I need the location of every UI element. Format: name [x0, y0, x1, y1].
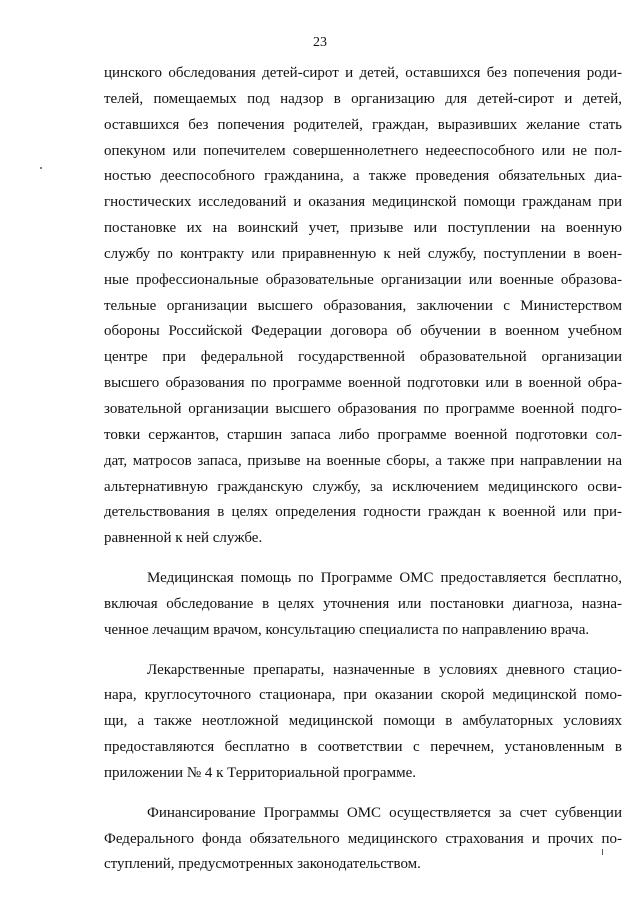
text-line: постановке их на воинский учет, призыве или поступлении на военную [104, 220, 622, 237]
text-line: зовательной организации высшего образования по программе военной подго- [104, 400, 622, 417]
text-line: цинского обследования детей-сирот и детей, оставшихся без попечения роди- [104, 65, 622, 81]
text-line: Лекарственные препараты, назначенные в условиях дневного стацио- [147, 661, 622, 678]
paragraph [104, 61, 622, 552]
scan-speck [40, 167, 42, 169]
text-line: альтернативную гражданскую службу, за исключением медицинского осви- [104, 478, 622, 495]
text-line: товки сержантов, старшин запаса либо программе военной подготовки сол- [104, 426, 622, 443]
text-line: службу по контракту или приравненную к ней службу, поступлении в воен- [104, 245, 622, 262]
text-line: предоставляются бесплатно в соответствии с перечнем, установленным в [104, 739, 622, 756]
text-line: телей, помещаемых под надзор в организацию для детей-сирот и детей, [104, 90, 622, 107]
text-line: Федерального фонда обязательного медицинского страхования и прочих по- [104, 830, 622, 847]
text-line: ностью дееспособного гражданина, а также проведения обязательных диа- [104, 168, 622, 185]
text-line: равненной к ней службе. [104, 530, 263, 547]
paragraph [104, 801, 622, 879]
page-body [104, 61, 622, 878]
scan-speck [602, 849, 603, 855]
text-line: Медицинская помощь по Программе ОМС предоставляется бесплатно, [147, 570, 622, 587]
text-line: высшего образования по программе военной подготовки или в военной обра- [104, 375, 622, 392]
text-line: ные профессиональные образовательные организации или военные образова- [104, 271, 622, 288]
text-line: ченное лечащим врачом, консультацию специалиста по направлению врача. [104, 621, 590, 638]
text-line: обороны Российской Федерации договора об обучении в военном учебном [104, 323, 622, 340]
text-line: щи, а также неотложной медицинской помощи в амбулаторных условиях [104, 713, 622, 730]
text-line: детельствования в целях определения годности граждан к военной или при- [104, 504, 622, 521]
text-line: оставшихся без попечения родителей, граждан, выразивших желание стать [104, 116, 622, 133]
paragraph [104, 566, 622, 644]
text-line: гностических исследований и оказания медицинской помощи гражданам при [104, 194, 622, 211]
text-line: опекуном или попечителем совершеннолетнего недееспособного или не пол- [104, 142, 622, 159]
paragraph [104, 658, 622, 787]
page-number: 23 [313, 35, 327, 50]
text-line: Финансирование Программы ОМС осуществляется за счет субвенции [147, 804, 622, 821]
text-line: центре при федеральной государственной образовательной организации [104, 349, 622, 366]
text-line: ступлений, предусмотренных законодательством. [104, 856, 421, 873]
text-line: нара, круглосуточного стационара, при оказании скорой медицинской помо- [104, 687, 622, 704]
text-line: тельные организации высшего образования, заключении с Министерством [104, 297, 622, 314]
text-line: включая обследование в целях уточнения или постановки диагноза, назна- [104, 595, 622, 612]
text-line: приложении № 4 к Территориальной программе. [104, 764, 416, 781]
text-line: дат, матросов запаса, призыве на военные сборы, а также при направлении на [104, 452, 622, 469]
